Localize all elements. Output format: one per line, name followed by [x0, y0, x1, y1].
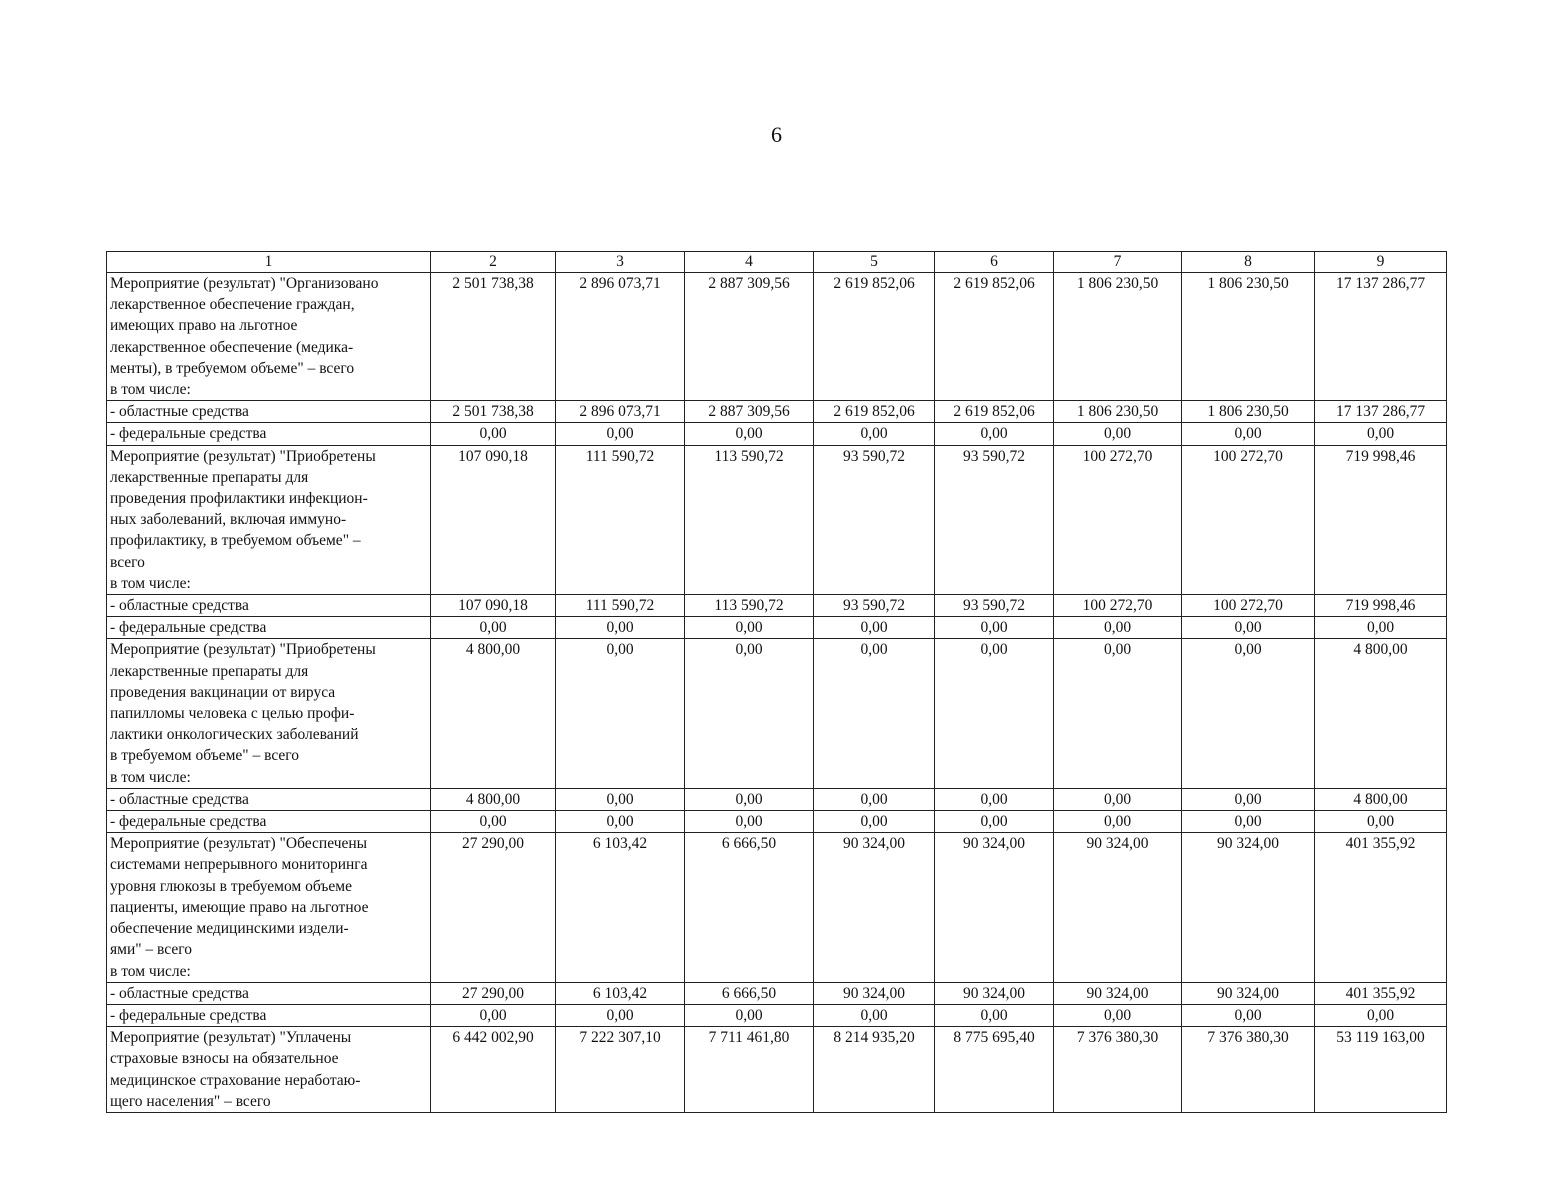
value-cell: 0,00 — [814, 639, 935, 788]
value-cell: 401 355,92 — [1315, 833, 1447, 982]
table-row-regional-funds — [107, 788, 1447, 810]
table-row-measure-total — [107, 639, 1447, 788]
value-cell: 1 806 230,50 — [1054, 401, 1182, 423]
table-row-regional-funds — [107, 595, 1447, 617]
value-cell: 4 800,00 — [1315, 788, 1447, 810]
value-cell: 0,00 — [935, 423, 1054, 445]
value-cell: 6 103,42 — [556, 833, 685, 982]
value-cell: 27 290,00 — [431, 982, 556, 1004]
value-cell: 4 800,00 — [431, 788, 556, 810]
column-number-row — [107, 252, 1447, 273]
value-cell: 0,00 — [1182, 639, 1315, 788]
column-header: 5 — [814, 252, 935, 273]
table-row-federal-funds — [107, 1004, 1447, 1026]
table-row-regional-funds — [107, 401, 1447, 423]
value-cell: 0,00 — [1054, 788, 1182, 810]
value-cell: 2 619 852,06 — [814, 273, 935, 401]
value-cell: 113 590,72 — [685, 445, 814, 594]
value-cell: 93 590,72 — [935, 445, 1054, 594]
value-cell: 100 272,70 — [1182, 595, 1315, 617]
value-cell: 100 272,70 — [1182, 445, 1315, 594]
table-row-measure-total — [107, 1027, 1447, 1113]
value-cell: 0,00 — [935, 788, 1054, 810]
value-cell: 0,00 — [431, 423, 556, 445]
value-cell: 0,00 — [935, 639, 1054, 788]
value-cell: 0,00 — [556, 1004, 685, 1026]
value-cell: 2 887 309,56 — [685, 273, 814, 401]
value-cell: 0,00 — [814, 811, 935, 833]
value-cell: 90 324,00 — [1054, 982, 1182, 1004]
column-header: 1 — [107, 252, 431, 273]
value-cell: 0,00 — [431, 811, 556, 833]
value-cell: 8 775 695,40 — [935, 1027, 1054, 1113]
value-cell: 111 590,72 — [556, 595, 685, 617]
value-cell: 2 619 852,06 — [935, 273, 1054, 401]
value-cell: 0,00 — [814, 1004, 935, 1026]
value-cell: 0,00 — [1315, 1004, 1447, 1026]
row-label: Мероприятие (результат) "Приобретены лекарственные препараты для проведения вакцинации от вируса папилломы человека с целью профи- лактики онкологических заболеваний в требуемом объеме" – всего в том числе: — [107, 639, 431, 788]
table-row-measure-total — [107, 273, 1447, 401]
value-cell: 0,00 — [1054, 617, 1182, 639]
value-cell: 0,00 — [431, 1004, 556, 1026]
value-cell: 0,00 — [556, 639, 685, 788]
table-row-measure-total — [107, 833, 1447, 982]
value-cell: 100 272,70 — [1054, 595, 1182, 617]
value-cell: 17 137 286,77 — [1315, 273, 1447, 401]
value-cell: 111 590,72 — [556, 445, 685, 594]
value-cell: 719 998,46 — [1315, 595, 1447, 617]
row-label: - областные средства — [107, 788, 431, 810]
value-cell: 0,00 — [685, 788, 814, 810]
value-cell: 0,00 — [1054, 811, 1182, 833]
value-cell: 0,00 — [1182, 811, 1315, 833]
column-header: 4 — [685, 252, 814, 273]
value-cell: 90 324,00 — [814, 982, 935, 1004]
value-cell: 0,00 — [556, 811, 685, 833]
value-cell: 0,00 — [1315, 423, 1447, 445]
row-label: - федеральные средства — [107, 617, 431, 639]
value-cell: 0,00 — [1315, 811, 1447, 833]
value-cell: 90 324,00 — [1054, 833, 1182, 982]
value-cell: 0,00 — [814, 617, 935, 639]
row-label: - областные средства — [107, 401, 431, 423]
value-cell: 27 290,00 — [431, 833, 556, 982]
value-cell: 2 501 738,38 — [431, 401, 556, 423]
table-row-federal-funds — [107, 617, 1447, 639]
value-cell: 0,00 — [685, 811, 814, 833]
value-cell: 7 376 380,30 — [1054, 1027, 1182, 1113]
row-label: Мероприятие (результат) "Обеспечены системами непрерывного мониторинга уровня глюкозы в требуемом объеме пациенты, имеющие право на льготное обеспечение медицинскими издели- ями" – всего в том числе: — [107, 833, 431, 982]
value-cell: 7 711 461,80 — [685, 1027, 814, 1113]
value-cell: 90 324,00 — [1182, 833, 1315, 982]
value-cell: 2 896 073,71 — [556, 273, 685, 401]
row-label: - областные средства — [107, 982, 431, 1004]
column-header: 6 — [935, 252, 1054, 273]
value-cell: 90 324,00 — [935, 833, 1054, 982]
value-cell: 6 103,42 — [556, 982, 685, 1004]
value-cell: 1 806 230,50 — [1182, 273, 1315, 401]
value-cell: 107 090,18 — [431, 445, 556, 594]
column-header: 3 — [556, 252, 685, 273]
value-cell: 401 355,92 — [1315, 982, 1447, 1004]
value-cell: 2 619 852,06 — [814, 401, 935, 423]
value-cell: 2 619 852,06 — [935, 401, 1054, 423]
value-cell: 0,00 — [1182, 1004, 1315, 1026]
value-cell: 0,00 — [814, 788, 935, 810]
value-cell: 90 324,00 — [935, 982, 1054, 1004]
value-cell: 90 324,00 — [1182, 982, 1315, 1004]
value-cell: 7 376 380,30 — [1182, 1027, 1315, 1113]
page-number: 6 — [771, 122, 782, 147]
value-cell: 0,00 — [814, 423, 935, 445]
value-cell: 90 324,00 — [814, 833, 935, 982]
value-cell: 1 806 230,50 — [1182, 401, 1315, 423]
value-cell: 0,00 — [1054, 1004, 1182, 1026]
value-cell: 93 590,72 — [814, 445, 935, 594]
budget-table — [106, 251, 1447, 1113]
value-cell: 2 887 309,56 — [685, 401, 814, 423]
column-header: 2 — [431, 252, 556, 273]
value-cell: 2 896 073,71 — [556, 401, 685, 423]
row-label: - федеральные средства — [107, 423, 431, 445]
value-cell: 7 222 307,10 — [556, 1027, 685, 1113]
value-cell: 93 590,72 — [814, 595, 935, 617]
table-row-regional-funds — [107, 982, 1447, 1004]
value-cell: 0,00 — [1182, 423, 1315, 445]
value-cell: 53 119 163,00 — [1315, 1027, 1447, 1113]
value-cell: 0,00 — [556, 617, 685, 639]
column-header: 7 — [1054, 252, 1182, 273]
table-row-measure-total — [107, 445, 1447, 594]
column-header: 8 — [1182, 252, 1315, 273]
row-label: - федеральные средства — [107, 1004, 431, 1026]
column-header: 9 — [1315, 252, 1447, 273]
value-cell: 6 666,50 — [685, 833, 814, 982]
value-cell: 0,00 — [1182, 788, 1315, 810]
value-cell: 113 590,72 — [685, 595, 814, 617]
value-cell: 0,00 — [556, 423, 685, 445]
value-cell: 1 806 230,50 — [1054, 273, 1182, 401]
value-cell: 0,00 — [1182, 617, 1315, 639]
row-label: Мероприятие (результат) "Уплачены страховые взносы на обязательное медицинское страхование неработаю- щего населения" – всего — [107, 1027, 431, 1113]
table-row-federal-funds — [107, 811, 1447, 833]
value-cell: 0,00 — [685, 1004, 814, 1026]
value-cell: 0,00 — [1054, 639, 1182, 788]
value-cell: 6 666,50 — [685, 982, 814, 1004]
value-cell: 0,00 — [935, 811, 1054, 833]
table-row-federal-funds — [107, 423, 1447, 445]
row-label: - областные средства — [107, 595, 431, 617]
value-cell: 93 590,72 — [935, 595, 1054, 617]
value-cell: 0,00 — [431, 617, 556, 639]
value-cell: 107 090,18 — [431, 595, 556, 617]
row-label: Мероприятие (результат) "Организовано лекарственное обеспечение граждан, имеющих право на льготное лекарственное обеспечение (медика- менты), в требуемом объеме" – всего в том числе: — [107, 273, 431, 401]
value-cell: 4 800,00 — [1315, 639, 1447, 788]
row-label: Мероприятие (результат) "Приобретены лекарственные препараты для проведения профилактики инфекцион- ных заболеваний, включая иммуно- профилактику, в требуемом объеме" – всего в том числе: — [107, 445, 431, 594]
value-cell: 2 501 738,38 — [431, 273, 556, 401]
value-cell: 0,00 — [685, 617, 814, 639]
value-cell: 0,00 — [556, 788, 685, 810]
value-cell: 0,00 — [685, 639, 814, 788]
value-cell: 719 998,46 — [1315, 445, 1447, 594]
value-cell: 17 137 286,77 — [1315, 401, 1447, 423]
value-cell: 0,00 — [1315, 617, 1447, 639]
row-label: - федеральные средства — [107, 811, 431, 833]
value-cell: 0,00 — [685, 423, 814, 445]
value-cell: 100 272,70 — [1054, 445, 1182, 594]
value-cell: 0,00 — [935, 617, 1054, 639]
value-cell: 0,00 — [935, 1004, 1054, 1026]
value-cell: 4 800,00 — [431, 639, 556, 788]
value-cell: 8 214 935,20 — [814, 1027, 935, 1113]
value-cell: 0,00 — [1054, 423, 1182, 445]
value-cell: 6 442 002,90 — [431, 1027, 556, 1113]
